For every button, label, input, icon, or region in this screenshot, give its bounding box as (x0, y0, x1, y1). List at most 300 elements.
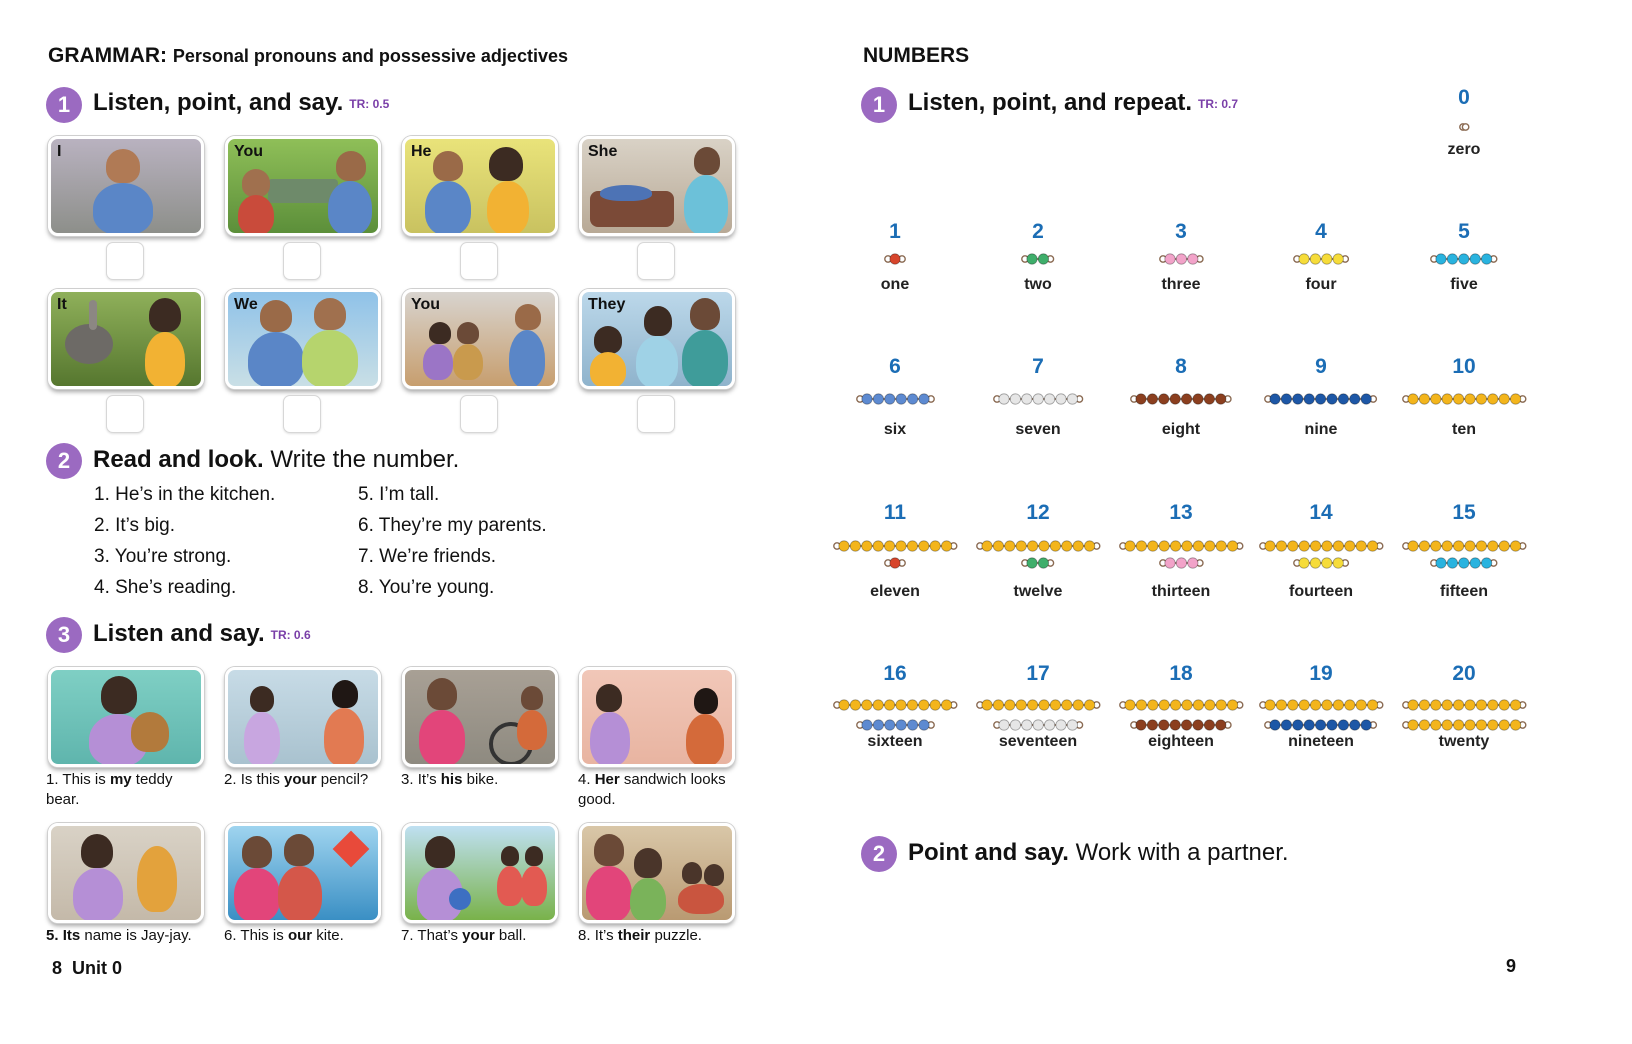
number-digit-6: 6 (889, 355, 901, 378)
number-digit-14: 14 (1309, 501, 1333, 524)
bead (1499, 700, 1509, 710)
number-word-7: seven (1015, 421, 1061, 438)
bead-bar-0 (1460, 120, 1469, 134)
bead-bar-15-units (1431, 556, 1497, 570)
photo-label: It (57, 296, 67, 313)
bead (1442, 720, 1452, 730)
bead-end-ring (1462, 124, 1468, 130)
number-word-20: twenty (1438, 733, 1490, 750)
photo-pronoun-it[interactable] (48, 289, 204, 389)
photo-pronoun-we[interactable] (225, 289, 381, 389)
bead (1407, 720, 1417, 730)
bead (1016, 700, 1026, 710)
bead (1033, 394, 1043, 404)
bead (1419, 720, 1429, 730)
bead (1487, 720, 1497, 730)
numbers-activity-2-badge: 2 (861, 836, 897, 872)
bead-bar-9 (1265, 392, 1376, 406)
bead (890, 254, 900, 264)
bead-bar-13-ten (1120, 539, 1243, 553)
number-digit-20: 20 (1452, 662, 1476, 685)
sentence-7: 7. We’re friends. (358, 546, 496, 567)
sentence-5: 5. I’m tall. (358, 484, 440, 505)
photo-label: They (588, 296, 626, 313)
bead (1204, 720, 1214, 730)
bead (1073, 700, 1083, 710)
bead (1159, 541, 1169, 551)
number-word-8: eight (1161, 421, 1201, 438)
bead (873, 541, 883, 551)
bead (1447, 254, 1457, 264)
bead (1056, 394, 1066, 404)
number-word-4: four (1305, 276, 1337, 293)
bead (1181, 720, 1191, 730)
bead (1067, 394, 1077, 404)
track-label: TR: 0.7 (1198, 96, 1239, 111)
bead (1027, 700, 1037, 710)
number-word-16: sixteen (867, 733, 923, 750)
bead (1476, 394, 1486, 404)
photo-our-kite[interactable] (225, 823, 381, 923)
bead (1216, 720, 1226, 730)
sentence-4: 4. She’s reading. (94, 577, 237, 598)
photo-label: You (234, 143, 264, 160)
bead (1227, 541, 1237, 551)
bead (993, 541, 1003, 551)
bead (1327, 720, 1337, 730)
bead (1004, 541, 1014, 551)
bead (1482, 254, 1492, 264)
bead (1464, 394, 1474, 404)
bead (1367, 541, 1377, 551)
bead (1287, 541, 1297, 551)
bead (884, 394, 894, 404)
bead (1027, 558, 1037, 568)
right-page-number: 9 (1506, 956, 1517, 976)
bead (1282, 394, 1292, 404)
bead (1287, 700, 1297, 710)
bead (1038, 541, 1048, 551)
bead (1470, 558, 1480, 568)
activity-1-heading (93, 89, 389, 117)
bead (1510, 541, 1520, 551)
bead (1447, 558, 1457, 568)
bead-bar-19-units (1265, 718, 1376, 732)
bead (1356, 700, 1366, 710)
bead (850, 541, 860, 551)
bead (1136, 700, 1146, 710)
bead (873, 394, 883, 404)
bead-bar-12-ten (977, 539, 1100, 553)
bead (1010, 720, 1020, 730)
bead (1487, 541, 1497, 551)
photo-label: We (234, 296, 258, 313)
bead-bar-2 (1022, 252, 1053, 266)
number-word-15: fifteen (1440, 583, 1488, 600)
bead (1084, 700, 1094, 710)
number-word-11: eleven (870, 583, 920, 600)
bead (1299, 558, 1309, 568)
bead (1193, 720, 1203, 730)
bead (1193, 541, 1203, 551)
bead (1510, 720, 1520, 730)
photo-his-bike[interactable] (402, 667, 558, 767)
bead (1470, 254, 1480, 264)
number-digit-7: 7 (1032, 355, 1044, 378)
number-digit-19: 19 (1309, 662, 1333, 685)
bead (1170, 720, 1180, 730)
bead (1181, 541, 1191, 551)
bead (907, 541, 917, 551)
bead (1164, 254, 1174, 264)
activity-2-title: Read and look. (93, 446, 264, 473)
bead (1333, 558, 1343, 568)
photo-pronoun-he[interactable] (402, 136, 558, 236)
bead-bar-16-units (857, 718, 934, 732)
caption-5: 5. Its name is Jay-jay. (46, 927, 192, 944)
bead (1499, 394, 1509, 404)
bead-bar-16-ten (834, 698, 957, 712)
answer-box[interactable] (283, 242, 321, 280)
caption-8: 8. It’s their puzzle. (578, 927, 702, 944)
bead-bar-8 (1131, 392, 1231, 406)
number-word-17: seventeen (998, 733, 1078, 750)
bead (1361, 720, 1371, 730)
bead (1442, 394, 1452, 404)
grammar-heading (48, 44, 568, 68)
bead (895, 700, 905, 710)
numbers-activity-1-title: Listen, point, and repeat. (908, 89, 1193, 116)
number-word-9: nine (1304, 421, 1338, 438)
bead (1227, 700, 1237, 710)
grammar-subtitle: Personal pronouns and possessive adjectives (172, 46, 568, 66)
number-digit-9: 9 (1315, 355, 1327, 378)
number-digit-5: 5 (1458, 220, 1470, 243)
bead-bar-1 (885, 252, 905, 266)
bead (1436, 558, 1446, 568)
bead (1044, 720, 1054, 730)
bead (1159, 394, 1169, 404)
bead (1033, 720, 1043, 730)
answer-box[interactable] (283, 395, 321, 433)
bead (1442, 700, 1452, 710)
bead (1430, 720, 1440, 730)
bead (1499, 541, 1509, 551)
bead-bar-17-units (994, 718, 1082, 732)
number-word-6: six (883, 421, 907, 438)
bead-bar-14-ten (1260, 539, 1383, 553)
activity-1-title: Listen, point, and say. (93, 89, 344, 116)
sentence-3: 3. You’re strong. (94, 546, 232, 567)
photo-label: He (411, 143, 432, 160)
photo-their-puzzle[interactable] (579, 823, 735, 923)
bead (930, 541, 940, 551)
bead (1181, 394, 1191, 404)
bead (1276, 700, 1286, 710)
bead (1159, 720, 1169, 730)
bead (1187, 254, 1197, 264)
number-digit-15: 15 (1452, 501, 1476, 524)
bead (861, 541, 871, 551)
bead (884, 720, 894, 730)
photo-its-name[interactable] (48, 823, 204, 923)
bead-bar-18-ten (1120, 698, 1243, 712)
bead (1004, 700, 1014, 710)
bead (1147, 394, 1157, 404)
photo-pronoun-you-2[interactable] (402, 289, 558, 389)
bead (1021, 720, 1031, 730)
bead (1339, 394, 1349, 404)
bead (1204, 700, 1214, 710)
caption-6: 6. This is our kite. (224, 927, 344, 944)
bead (1293, 720, 1303, 730)
bead (930, 700, 940, 710)
photo-my-teddy-bear[interactable] (48, 667, 204, 767)
bead-bar-5 (1431, 252, 1497, 266)
bead (861, 394, 871, 404)
number-digit-0: 0 (1458, 86, 1470, 109)
bead (884, 700, 894, 710)
bead-bar-18-units (1131, 718, 1231, 732)
number-word-10: ten (1452, 421, 1476, 438)
bead (1304, 720, 1314, 730)
number-word-19: nineteen (1288, 733, 1354, 750)
bead (1487, 394, 1497, 404)
bead (1021, 394, 1031, 404)
bead (1061, 541, 1071, 551)
sentence-6: 6. They’re my parents. (358, 515, 547, 536)
bead (1282, 720, 1292, 730)
answer-box[interactable] (637, 242, 675, 280)
bead (1419, 541, 1429, 551)
bead (1264, 700, 1274, 710)
bead (1476, 720, 1486, 730)
bead (1216, 541, 1226, 551)
bead (1316, 720, 1326, 730)
bead (907, 700, 917, 710)
number-word-12: twelve (1013, 583, 1063, 600)
bead (1419, 700, 1429, 710)
sentence-1: 1. He’s in the kitchen. (94, 484, 276, 505)
bead-bar-20-units (1403, 718, 1526, 732)
bead (1430, 541, 1440, 551)
sentence-8: 8. You’re young. (358, 577, 495, 598)
bead-bar-4 (1294, 252, 1348, 266)
bead (1050, 700, 1060, 710)
numbers-activity-1-badge: 1 (861, 87, 897, 123)
bead (1170, 394, 1180, 404)
bead (1136, 720, 1146, 730)
answer-box[interactable] (637, 395, 675, 433)
bead (941, 700, 951, 710)
number-digit-8: 8 (1175, 355, 1187, 378)
bead (1264, 541, 1274, 551)
bead (1430, 700, 1440, 710)
bead (918, 700, 928, 710)
bead (838, 700, 848, 710)
bead (850, 700, 860, 710)
grammar-title: GRAMMAR: (48, 44, 167, 67)
bead (1356, 541, 1366, 551)
unit-label: Unit 0 (72, 958, 123, 978)
number-word-14: fourteen (1289, 583, 1353, 600)
bead (1124, 541, 1134, 551)
bead (1453, 541, 1463, 551)
bead (1430, 394, 1440, 404)
bead (1170, 700, 1180, 710)
answer-box[interactable] (460, 395, 498, 433)
bead (1276, 541, 1286, 551)
bead (1038, 558, 1048, 568)
bead (1310, 700, 1320, 710)
bead (1476, 700, 1486, 710)
bead (1321, 700, 1331, 710)
bead (1293, 394, 1303, 404)
bead (1016, 541, 1026, 551)
answer-box[interactable] (106, 242, 144, 280)
bead (1464, 720, 1474, 730)
bead-bar-10 (1403, 392, 1526, 406)
number-digit-18: 18 (1169, 662, 1193, 685)
number-digit-16: 16 (883, 662, 907, 685)
bead (1321, 558, 1331, 568)
numbers-activity-2-title: Point and say. (908, 839, 1069, 866)
track-label: TR: 0.5 (349, 96, 390, 111)
activity-3-title: Listen and say. (93, 620, 265, 647)
bead (1010, 394, 1020, 404)
bead (1310, 558, 1320, 568)
activity-1-badge: 1 (46, 87, 82, 123)
numbers-heading: NUMBERS (863, 44, 970, 67)
bead (873, 700, 883, 710)
numbers-activity-2-heading (908, 839, 1289, 867)
answer-box[interactable] (106, 395, 144, 433)
numbers-activity-1-heading (908, 89, 1238, 117)
bead-bar-20-ten (1403, 698, 1526, 712)
number-word-3: three (1161, 276, 1201, 293)
bead (1147, 541, 1157, 551)
number-digit-2: 2 (1032, 220, 1044, 243)
number-digit-3: 3 (1175, 220, 1187, 243)
number-digit-12: 12 (1026, 501, 1050, 524)
bead-bar-3 (1160, 252, 1203, 266)
bead (1136, 541, 1146, 551)
bead (1038, 254, 1048, 264)
answer-box[interactable] (460, 242, 498, 280)
bead (1476, 541, 1486, 551)
bead (1350, 394, 1360, 404)
activity-2-badge: 2 (46, 443, 82, 479)
photo-label: You (411, 296, 441, 313)
bead (1170, 541, 1180, 551)
bead (1304, 394, 1314, 404)
bead (1442, 541, 1452, 551)
photo-your-ball[interactable] (402, 823, 558, 923)
bead (895, 541, 905, 551)
bead (1216, 700, 1226, 710)
photo-her-sandwich[interactable] (579, 667, 735, 767)
bead (1339, 720, 1349, 730)
bead (1044, 394, 1054, 404)
bead (1459, 558, 1469, 568)
bead (896, 394, 906, 404)
bead (1193, 394, 1203, 404)
caption-4: 4. Her sandwich looks good. (578, 771, 726, 808)
bead (1270, 720, 1280, 730)
photo-pronoun-they[interactable] (579, 289, 735, 389)
bead (1159, 700, 1169, 710)
photo-pronoun-you[interactable] (225, 136, 381, 236)
bead (1204, 541, 1214, 551)
bead (1038, 700, 1048, 710)
bead (907, 394, 917, 404)
bead (1327, 394, 1337, 404)
bead-bar-12-units (1022, 556, 1053, 570)
number-word-0: zero (1447, 141, 1481, 158)
bead-bar-19-ten (1260, 698, 1383, 712)
bead (1056, 720, 1066, 730)
number-digit-13: 13 (1169, 501, 1193, 524)
bead (1187, 558, 1197, 568)
bead (1310, 541, 1320, 551)
bead (1499, 720, 1509, 730)
sentence-2: 2. It’s big. (94, 515, 175, 536)
bead (1316, 394, 1326, 404)
bead (1027, 541, 1037, 551)
bead (873, 720, 883, 730)
bead (941, 541, 951, 551)
bead (1333, 254, 1343, 264)
photo-pronoun-she[interactable] (579, 136, 735, 236)
bead (1124, 700, 1134, 710)
bead (1073, 541, 1083, 551)
bead (1407, 394, 1417, 404)
track-label: TR: 0.6 (270, 627, 311, 642)
number-digit-4: 4 (1315, 220, 1327, 243)
bead (1027, 254, 1037, 264)
bead (1321, 254, 1331, 264)
number-digit-17: 17 (1026, 662, 1050, 685)
bead-bar-6 (857, 392, 934, 406)
bead (999, 394, 1009, 404)
caption-2: 2. Is this your pencil? (224, 771, 369, 788)
bead-bar-15-ten (1403, 539, 1526, 553)
bead-bar-17-ten (977, 698, 1100, 712)
bead (896, 720, 906, 730)
bead (1147, 720, 1157, 730)
bead (1270, 394, 1280, 404)
number-word-1: one (880, 276, 910, 293)
bead (1204, 394, 1214, 404)
number-word-18: eighteen (1148, 733, 1214, 750)
number-word-13: thirteen (1151, 583, 1211, 600)
bead (1310, 254, 1320, 264)
bead (1299, 254, 1309, 264)
bead (1193, 700, 1203, 710)
bead (1407, 541, 1417, 551)
bead (1344, 541, 1354, 551)
bead-bar-11-units (885, 556, 905, 570)
bead (981, 541, 991, 551)
photo-pronoun-i[interactable] (48, 136, 204, 236)
bead (861, 720, 871, 730)
photo-your-pencil[interactable] (225, 667, 381, 767)
bead (890, 558, 900, 568)
caption-7: 7. That’s your ball. (401, 927, 527, 944)
photo-label: She (588, 143, 618, 160)
activity-3-heading (93, 620, 311, 648)
bead (1482, 558, 1492, 568)
